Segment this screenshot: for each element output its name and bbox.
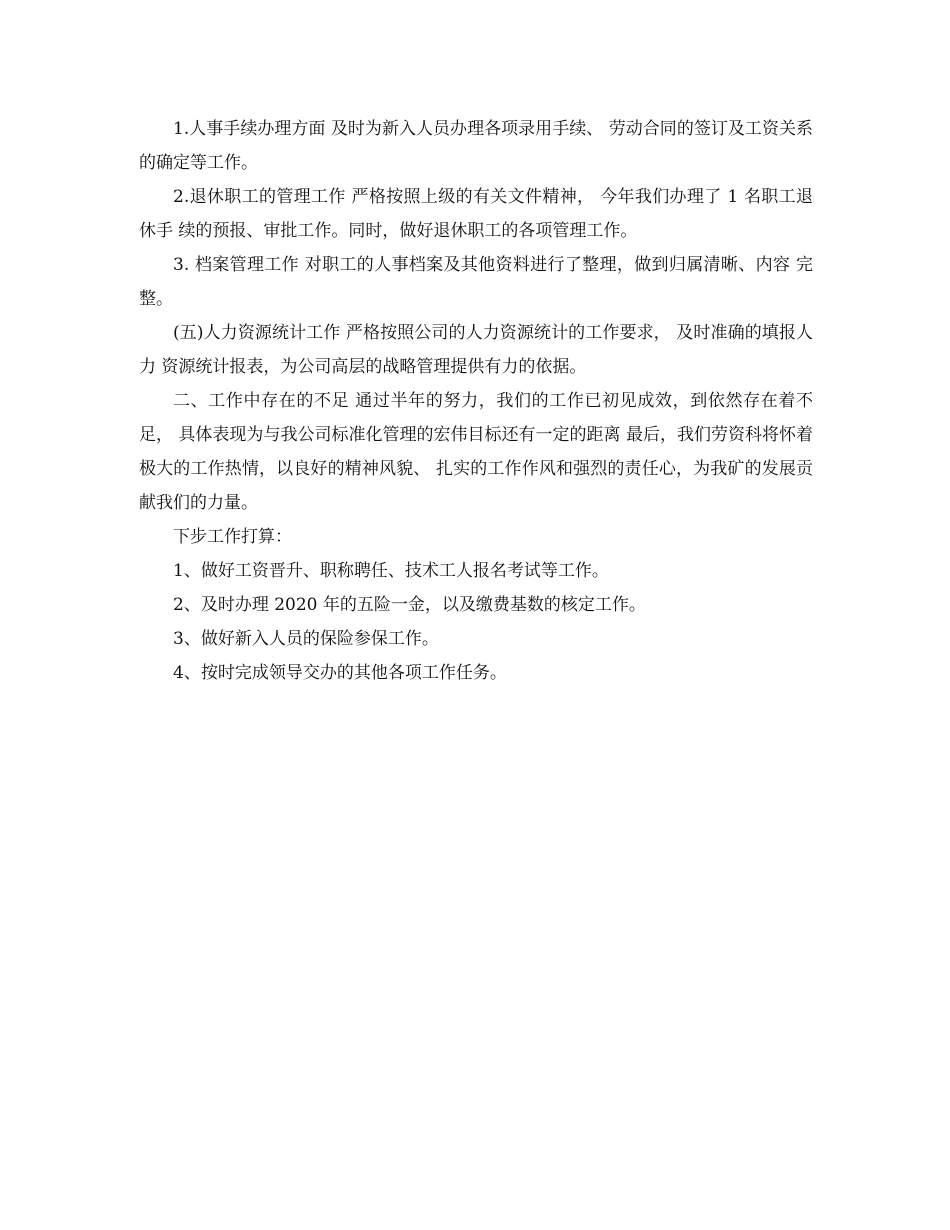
paragraph-next-steps-heading: 下步工作打算： bbox=[173, 527, 292, 547]
paragraph-retiree-management: 2.退休职工的管理工作 严格按照上级的有关文件精神， 今年我们办理了 1 名职工退休手 续的预报、审批工作。同时，做好退休职工的各项管理工作。 bbox=[139, 187, 813, 241]
document-body bbox=[139, 112, 813, 690]
list-item: 4、按时完成领导交办的其他各项工作任务。 bbox=[173, 663, 507, 683]
paragraph-hr-statistics: (五)人力资源统计工作 严格按照公司的人力资源统计的工作要求， 及时准确的填报人力 资源统计报表，为公司高层的战略管理提供有力的依据。 bbox=[139, 323, 813, 377]
paragraph-archive-management: 3. 档案管理工作 对职工的人事档案及其他资料进行了整理，做到归属清晰、内容 完整。 bbox=[139, 255, 813, 309]
paragraph-shortcomings: 二、工作中存在的不足 通过半年的努力，我们的工作已初见成效，到依然存在着不足， 具体表现为与我公司标准化管理的宏伟目标还有一定的距离 最后，我们劳资科将怀着极大的工作热情，以良好的精神风貌、 扎实的工作作风和强烈的责任心，为我矿的发展贡献我们的力量。 bbox=[139, 391, 813, 513]
list-item: 1、做好工资晋升、职称聘任、技术工人报名考试等工作。 bbox=[173, 561, 609, 581]
list-item: 3、做好新入人员的保险参保工作。 bbox=[173, 629, 439, 649]
paragraph-personnel-procedures: 1.人事手续办理方面 及时为新入人员办理各项录用手续、 劳动合同的签订及工资关系 的确定等工作。 bbox=[139, 119, 813, 173]
list-item: 2、及时办理 2020 年的五险一金，以及缴费基数的核定工作。 bbox=[173, 595, 646, 615]
